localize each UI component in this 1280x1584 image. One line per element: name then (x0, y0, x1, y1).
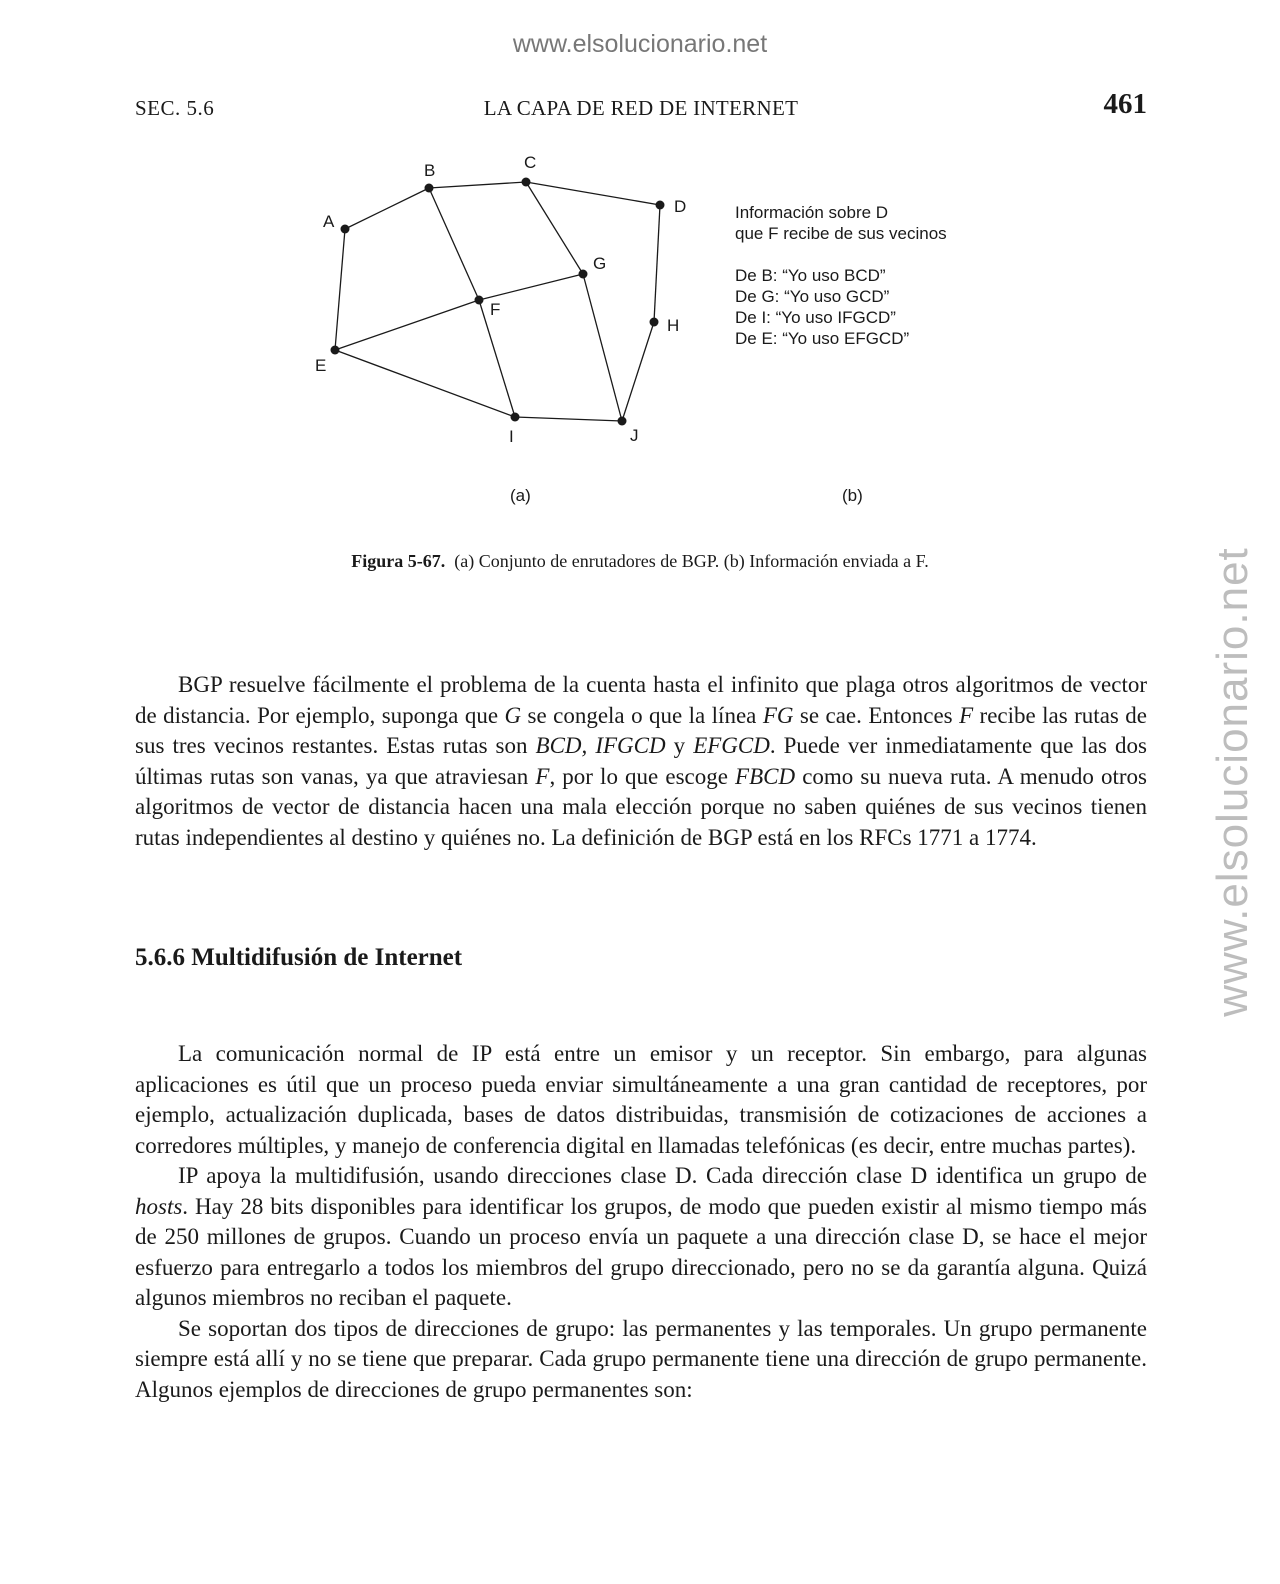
router-label-j: J (630, 426, 639, 445)
edge-e-f (335, 300, 479, 350)
router-node-b (425, 184, 434, 193)
edge-a-e (335, 229, 345, 350)
router-label-h: H (667, 316, 680, 335)
text-run: se congela o que la línea (521, 702, 763, 728)
paragraph-4 (135, 1314, 1147, 1406)
section-heading: 5.6.6 Multidifusión de Internet (135, 944, 463, 971)
info-line-g: De G: “Yo uso GCD” (735, 287, 890, 306)
router-node-j (618, 417, 627, 426)
info-line-e: De E: “Yo uso EFGCD” (735, 329, 910, 348)
router-label-f: F (490, 300, 501, 319)
caption-text: (a) Conjunto de enrutadores de BGP. (b) Información enviada a F. (454, 551, 929, 571)
text-run: BGP resuelve fácilmente el problema de la cuenta hasta el infinito que plaga otros algoritmos de vector de distancia. Por ejemplo, suponga que (135, 672, 1147, 728)
edge-e-i (335, 350, 515, 417)
italic-run: F (959, 702, 974, 728)
router-node-h (650, 318, 659, 327)
edge-f-g (479, 274, 583, 300)
edge-a-b (345, 188, 429, 229)
router-node-i (511, 413, 520, 422)
paragraph-bgp (135, 670, 1147, 853)
router-node-g (579, 270, 588, 279)
edge-b-f (429, 188, 479, 300)
italic-run: EFGCD (693, 733, 770, 758)
edge-b-c (429, 182, 526, 188)
router-node-d (656, 201, 665, 210)
watermark-side: www.elsolucionario.net (1208, 547, 1257, 1017)
figure-caption (0, 551, 1280, 572)
router-node-c (522, 178, 531, 187)
italic-run: G (504, 702, 522, 728)
edge-c-g (526, 182, 583, 274)
text-run: . Hay 28 bits disponibles para identificar los grupos, de modo que pueden existir al mismo tiempo más de 250 millones de grupos. Cuando un proceso envía un paquete a una dirección clase D, se hace el mejor esfuerzo para entregarlo a todos los miembros del grupo direccionado, pero no se da garantía alguna. Quizá algunos miembros no reciban el paquete. (135, 1193, 1147, 1310)
text-run: Se soportan dos tipos de direcciones de grupo: las permanentes y las temporales. Un grupo permanente siempre está allí y no se tiene que preparar. Cada grupo permanente tiene una dirección de grupo permanente. Algunos ejemplos de direcciones de grupo permanentes son: (135, 1315, 1147, 1402)
caption-label: Figura 5-67. (351, 551, 446, 571)
paragraphs-multicast (135, 1039, 1147, 1405)
info-title-line-2: que F recibe de sus vecinos (735, 224, 947, 243)
router-node-f (475, 296, 484, 305)
info-title-line-1: Información sobre D (735, 203, 889, 222)
info-line-i: De I: “Yo uso IFGCD” (735, 308, 896, 327)
italic-run: FG (762, 702, 794, 728)
edge-c-d (526, 182, 660, 205)
running-head (135, 88, 1147, 128)
router-node-a (341, 225, 350, 234)
router-label-g: G (593, 254, 607, 273)
info-line-b: De B: “Yo uso BCD” (735, 266, 886, 285)
italic-run: BCD, IFGCD (535, 733, 666, 758)
router-label-e: E (315, 356, 327, 375)
text-run: IP apoya la multidifusión, usando direcciones clase D. Cada dirección clase D identifica un grupo de (178, 1163, 1147, 1188)
paragraph-2 (135, 1039, 1147, 1161)
figure-5-67 (300, 140, 1000, 520)
router-label-b: B (424, 161, 436, 180)
chapter-title: LA CAPA DE RED DE INTERNET (483, 96, 799, 120)
section-number: SEC. 5.6 (135, 96, 215, 120)
router-label-d: D (674, 197, 687, 216)
edge-g-j (583, 274, 622, 421)
panel-label-b: (b) (842, 486, 863, 505)
panel-label-a: (a) (510, 486, 531, 505)
text-run: y (665, 733, 694, 758)
router-node-e (331, 346, 340, 355)
edge-d-h (654, 205, 660, 322)
router-label-a: A (323, 212, 335, 231)
text-run: como su nueva ruta. A menudo otros algoritmos de vector de distancia hacen una mala elección porque no saben quiénes de sus vecinos tienen rutas independientes al destino y quiénes no. La definición de BGP está en los RFCs 1771 a 1774. (135, 763, 1147, 850)
paragraph-3 (135, 1161, 1147, 1314)
router-label-i: I (509, 427, 514, 446)
text-run: se cae. Entonces (793, 702, 960, 728)
italic-run: F (535, 763, 550, 789)
router-label-c: C (524, 153, 537, 172)
text-run: . Puede ver inmediatamente que las dos últimas rutas son vanas, ya que atraviesan (135, 733, 1147, 789)
watermark-top: www.elsolucionario.net (512, 30, 768, 58)
page-number: 461 (1103, 88, 1147, 120)
edge-h-j (622, 322, 654, 421)
info-panel-b (735, 202, 947, 349)
italic-run: FBCD (735, 763, 796, 789)
edge-i-j (515, 417, 622, 421)
text-run: recibe las rutas de sus tres vecinos restantes. Estas rutas son (135, 702, 1147, 758)
text-run: La comunicación normal de IP está entre un emisor y un receptor. Sin embargo, para algunas aplicaciones es útil que un proceso pueda enviar simultáneamente a una gran cantidad de receptores, por ejemplo, actualización duplicada, bases de datos distribuidas, transmisión de cotizaciones de acciones a corredores múltiples, y manejo de conferencia digital en llamadas telefónicas (es decir, entre muchas partes). (135, 1041, 1147, 1158)
text-run: , por lo que escoge (549, 763, 736, 789)
paragraph-1 (135, 670, 1147, 853)
italic-run: hosts (135, 1193, 183, 1219)
